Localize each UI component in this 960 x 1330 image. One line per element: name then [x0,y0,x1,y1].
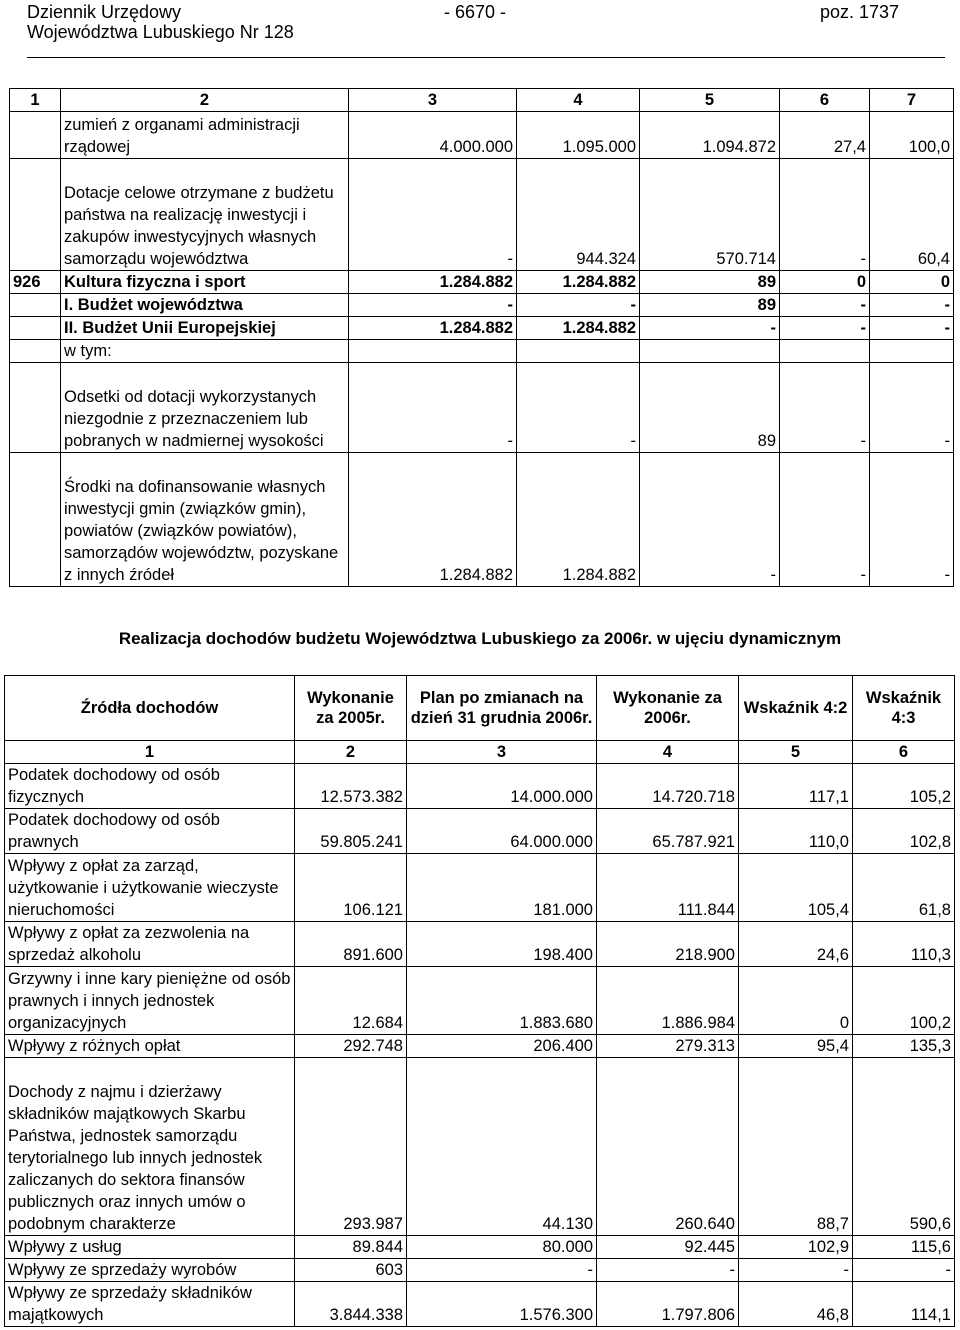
cell: 260.640 [597,1058,739,1236]
table-row [5,967,955,1035]
cell: 1.094.872 [640,112,780,159]
table-row [5,1035,955,1058]
cell: 4.000.000 [349,112,517,159]
col-num: 3 [349,89,517,112]
cell: 0 [870,271,954,294]
journal-title: Dziennik Urzędowy [27,2,182,22]
cell: 24,6 [739,922,853,967]
page-number: - 6670 - [444,2,507,22]
header-cell: Wykonanie za 2006r. [597,676,739,741]
row-label: zumień z organami administracji rządowej [61,112,349,159]
table-row [5,764,955,809]
cell: 1.284.882 [517,317,640,340]
header-rule [27,57,945,58]
row-label: w tym: [61,340,349,363]
cell: - [870,453,954,587]
cell: 1.284.882 [349,453,517,587]
table-row [10,363,954,453]
cell: - [517,363,640,453]
cell: 0 [780,271,870,294]
col-num: 2 [295,741,407,764]
row-label: Wpływy ze sprzedaży składników majątkowych [5,1282,295,1327]
col-num: 6 [853,741,955,764]
col-num: 2 [61,89,349,112]
col-num: 4 [597,741,739,764]
cell: - [870,363,954,453]
cell: 1.883.680 [407,967,597,1035]
cell: 12.573.382 [295,764,407,809]
cell: 27,4 [780,112,870,159]
row-label: Dochody z najmu i dzierżawy składników majątkowych Skarbu Państwa, jednostek samorządu terytorialnego lub innych jednostek zaliczanych do sektora finansów publicznych oraz innych umów o podobnym charakterze [5,1058,295,1236]
table-row [10,453,954,587]
cell: 14.000.000 [407,764,597,809]
expenditure-table [9,88,954,587]
cell: 89 [640,271,780,294]
cell: 100,0 [870,112,954,159]
journal-region: Województwa Lubuskiego Nr 128 [27,22,294,42]
cell: - [739,1259,853,1282]
cell: 218.900 [597,922,739,967]
header-cell: Źródła dochodów [5,676,295,741]
cell: - [349,159,517,271]
cell: 110,0 [739,809,853,854]
cell: - [780,317,870,340]
col-num: 4 [517,89,640,112]
header-cell: Wykonanie za 2005r. [295,676,407,741]
cell: 1.095.000 [517,112,640,159]
table-row [5,1236,955,1259]
col-num: 5 [739,741,853,764]
table-row [5,1259,955,1282]
cell: 61,8 [853,854,955,922]
cell: 12.684 [295,967,407,1035]
cell [780,340,870,363]
cell: 89 [640,294,780,317]
cell: 65.787.921 [597,809,739,854]
cell [10,294,61,317]
cell: 102,8 [853,809,955,854]
cell: - [780,294,870,317]
row-label: Wpływy z opłat za zezwolenia na sprzedaż alkoholu [5,922,295,967]
cell: 59.805.241 [295,809,407,854]
col-num: 1 [5,741,295,764]
cell: 100,2 [853,967,955,1035]
table-row [10,294,954,317]
cell: 1.886.984 [597,967,739,1035]
cell [10,453,61,587]
cell: 293.987 [295,1058,407,1236]
cell: 603 [295,1259,407,1282]
cell: - [780,363,870,453]
column-number-row [10,89,954,112]
col-num: 5 [640,89,780,112]
row-label: Kultura fizyczna i sport [61,271,349,294]
cell [517,340,640,363]
cell: 88,7 [739,1058,853,1236]
table-row [10,159,954,271]
cell: - [349,294,517,317]
col-num: 6 [780,89,870,112]
cell [10,340,61,363]
header-cell: Plan po zmianach na dzień 31 grudnia 2006r. [407,676,597,741]
cell: - [870,294,954,317]
cell [10,363,61,453]
row-label: Środki na dofinansowanie własnych inwestycji gmin (związków gmin), powiatów (związków powiatów), samorządów województw, pozyskane z innych źródeł [61,453,349,587]
cell: 95,4 [739,1035,853,1058]
row-label: Odsetki od dotacji wykorzystanych niezgodnie z przeznaczeniem lub pobranych w nadmiernej wysokości [61,363,349,453]
header-cell: Wskaźnik 4:3 [853,676,955,741]
cell: - [640,453,780,587]
cell: 891.600 [295,922,407,967]
cell: 590,6 [853,1058,955,1236]
cell: 135,3 [853,1035,955,1058]
cell: 944.324 [517,159,640,271]
cell: 89.844 [295,1236,407,1259]
cell: 64.000.000 [407,809,597,854]
cell: 110,3 [853,922,955,967]
table-row [5,1282,955,1327]
cell: 1.284.882 [349,317,517,340]
row-label: Podatek dochodowy od osób fizycznych [5,764,295,809]
cell: - [517,294,640,317]
cell: - [640,317,780,340]
cell: 106.121 [295,854,407,922]
cell: 1.284.882 [349,271,517,294]
revenue-table [4,675,955,1327]
cell: 115,6 [853,1236,955,1259]
row-label: Wpływy z różnych opłat [5,1035,295,1058]
cell: 14.720.718 [597,764,739,809]
cell [870,340,954,363]
cell [10,159,61,271]
cell: - [780,159,870,271]
column-number-row [5,741,955,764]
cell: 1.576.300 [407,1282,597,1327]
cell: 60,4 [870,159,954,271]
row-label: II. Budżet Unii Europejskiej [61,317,349,340]
cell: 114,1 [853,1282,955,1327]
col-num: 3 [407,741,597,764]
cell: 279.313 [597,1035,739,1058]
cell [10,317,61,340]
page-header [0,0,960,58]
table-row [5,922,955,967]
cell: - [870,317,954,340]
cell: - [780,453,870,587]
cell: 570.714 [640,159,780,271]
cell: 46,8 [739,1282,853,1327]
table-row [5,854,955,922]
cell: 1.797.806 [597,1282,739,1327]
table-row [5,809,955,854]
cell: 1.284.882 [517,271,640,294]
cell: - [349,363,517,453]
cell: 89 [640,363,780,453]
table-header-row [5,676,955,741]
cell: 117,1 [739,764,853,809]
row-label: Wpływy ze sprzedaży wyrobów [5,1259,295,1282]
cell: 102,9 [739,1236,853,1259]
table-row [10,112,954,159]
col-num: 7 [870,89,954,112]
cell: 292.748 [295,1035,407,1058]
row-label: I. Budżet województwa [61,294,349,317]
row-label: Podatek dochodowy od osób prawnych [5,809,295,854]
row-label: Wpływy z opłat za zarząd, użytkowanie i użytkowanie wieczyste nieruchomości [5,854,295,922]
cell: - [407,1259,597,1282]
cell: 0 [739,967,853,1035]
cell: 105,4 [739,854,853,922]
table-row [10,317,954,340]
cell: 3.844.338 [295,1282,407,1327]
section-code: 926 [10,271,61,294]
cell: 111.844 [597,854,739,922]
cell: 105,2 [853,764,955,809]
cell [10,112,61,159]
cell: - [853,1259,955,1282]
row-label: Wpływy z usług [5,1236,295,1259]
cell: - [597,1259,739,1282]
position-number: poz. 1737 [820,2,900,22]
header-cell: Wskaźnik 4:2 [739,676,853,741]
cell [349,340,517,363]
table-row [5,1058,955,1236]
table-row [10,271,954,294]
cell: 206.400 [407,1035,597,1058]
table-caption: Realizacja dochodów budżetu Województwa Lubuskiego za 2006r. w ujęciu dynamicznym [118,629,842,648]
row-label: Grzywny i inne kary pieniężne od osób prawnych i innych jednostek organizacyjnych [5,967,295,1035]
row-label: Dotacje celowe otrzymane z budżetu państwa na realizację inwestycji i zakupów inwestycyjnych własnych samorządu województwa [61,159,349,271]
cell: 92.445 [597,1236,739,1259]
cell: 198.400 [407,922,597,967]
cell: 80.000 [407,1236,597,1259]
table-row [10,340,954,363]
cell: 1.284.882 [517,453,640,587]
cell: 44.130 [407,1058,597,1236]
col-num: 1 [10,89,61,112]
cell [640,340,780,363]
cell: 181.000 [407,854,597,922]
